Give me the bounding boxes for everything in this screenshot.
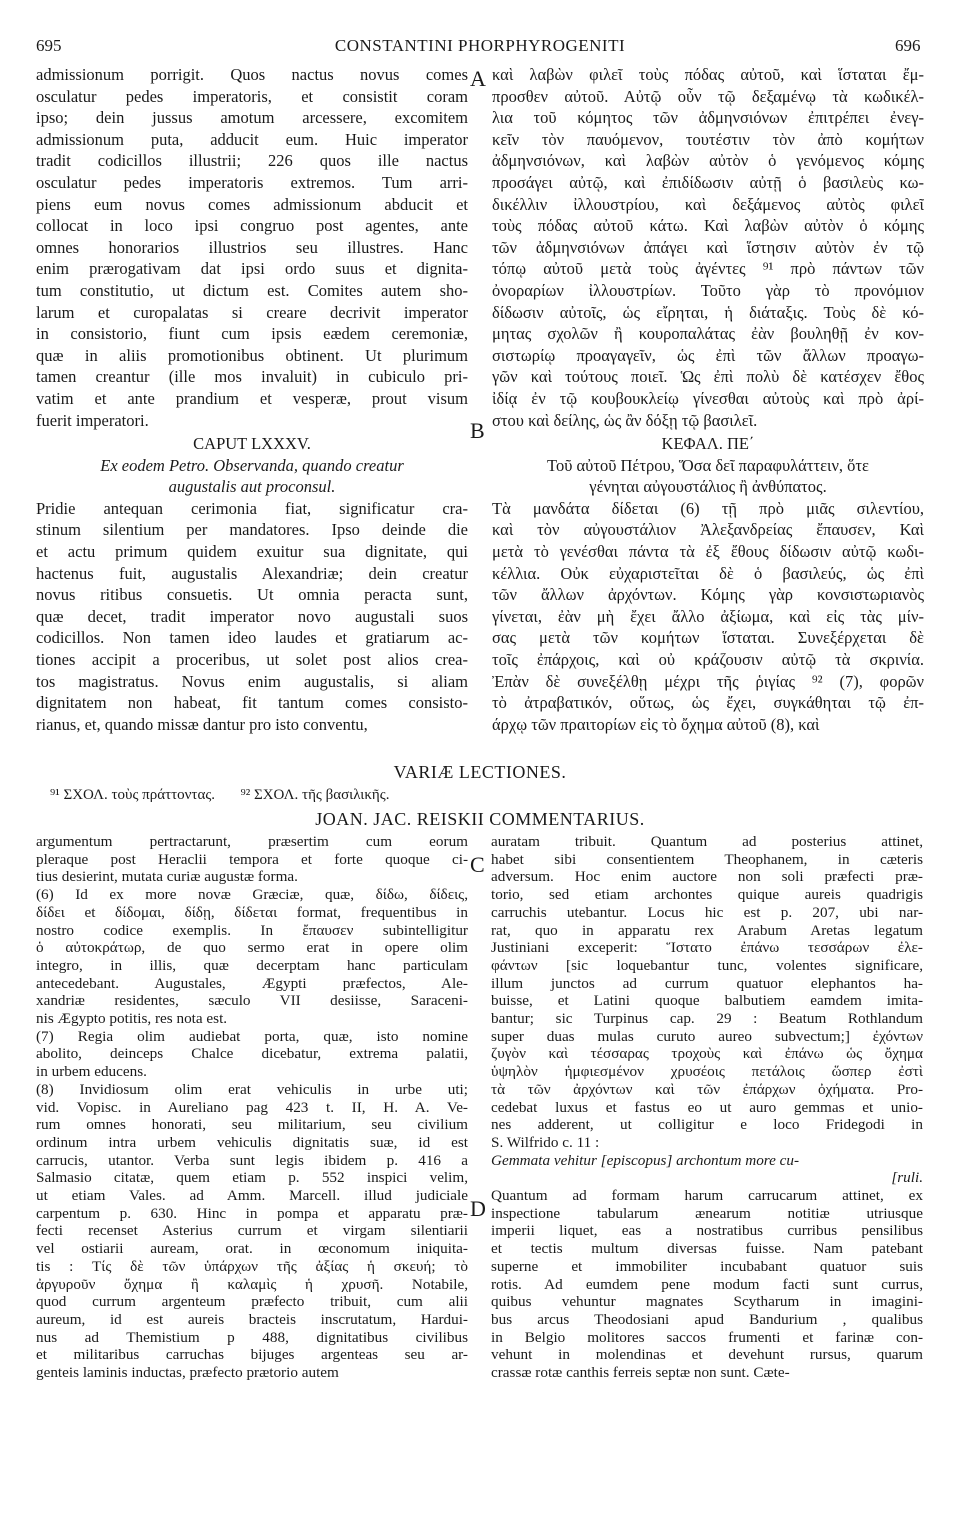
- text-line: tamen creantur (ille mos invaluit) in cubiculo pri-: [36, 367, 468, 387]
- text-line: τόπῳ αὐτοῦ μετὰ τοὺς ἀγέντες ⁹¹ πρὸ πάντων τῶν: [492, 259, 924, 279]
- text-line: stinum silentium per mandatores. Ipso deinde die: [36, 520, 468, 540]
- text-line: tos magistratus. Novus enim augustalis, si aliam: [36, 671, 468, 691]
- text-line: collocat in loco ipsi congruo post agentes, ante: [36, 216, 468, 236]
- commentary-line: ὁ αὐτοκράτωρ, de quo sermo erat in opere olim: [36, 939, 468, 957]
- text-line: μητας σχολῶν ἢ κουροπαλάτας ἐὰν βουληθῇ ἐν κον-: [492, 324, 924, 344]
- commentary-line: quibus vehuntur magnates Scytharum in imagini-: [491, 1293, 923, 1311]
- text-line: Τὰ μανδάτα δίδεται (6) τῇ πρὸ μιᾶς σιλεντίου,: [492, 498, 924, 518]
- page-number-left: 695: [36, 36, 62, 55]
- commentary-line: nostro codice exemplis. In ἔπαυσεν subintelligitur: [36, 921, 468, 939]
- commentary-line: nus ad Themistium p 488, dignitatibus civilibus: [36, 1328, 468, 1346]
- text-line: σας μετὰ τῶν κομήτων ἵσταται. Συνεξέρχεται δὲ: [492, 628, 924, 648]
- text-line: τοὺς πόδας αὐτοῦ κάτω. Καὶ λαβὼν αὐτὸν ὁ κόμης: [492, 216, 924, 236]
- commentary-line: aureum, id est aureis bracteis inscrutatum, Hardui-: [36, 1310, 468, 1328]
- commentary-line: (6) Id ex more novæ Græciæ, quæ, δίδω, δίδεις,: [36, 886, 468, 904]
- text-line: in consistorio, fiunt cum ipsis eædem ceremoniæ,: [36, 324, 468, 344]
- commentary-line: bus arcus Theodosiani apud Bandurium , qualibus: [491, 1310, 923, 1328]
- text-line: ὀνοραρίων ἰλλουστρίων. Τοῦτο γὰρ τὸ προνόμιον: [492, 280, 924, 300]
- text-line: άρχῳ τῶν πραιτορίων εἰς τὸ ὄχημα αὐτοῦ (8), καὶ: [492, 714, 820, 734]
- commentary-line: in urbem educens.: [36, 1063, 147, 1081]
- commentary-line: carruchis utebantur. Locus hic est p. 207, ubi nar-: [491, 903, 923, 921]
- text-line: καὶ τὸν αὐγουστάλιον Ἀλεξανδρείας ἔπαυσεν, Καὶ: [492, 520, 924, 540]
- text-line: καὶ λαβὼν φιλεῖ τοὺς πόδας αὐτοῦ, καὶ ἵσταται ἔμ-: [492, 65, 924, 84]
- text-line: σιστωρίῳ προαγαγεῖν, ὡς ἐπὶ τῶν ἄλλων προαγω-: [492, 345, 924, 365]
- commentary-line: ordinum intra urbem vehiculis dignitatis suæ, id est: [36, 1133, 468, 1151]
- commentary-line: in Belgio molitores saccos frumenti et farinæ con-: [491, 1328, 923, 1346]
- greek-column: [492, 64, 924, 735]
- commentary-line: xandriæ residentes, sæculo VII desiisse, Saraceni-: [36, 992, 468, 1010]
- text-line: et actu primum quidem exuitur sua dignitate, qui: [36, 542, 468, 562]
- commentary-line: rum omnes honorati, seu militarium, seu civilium: [36, 1116, 468, 1134]
- text-line: admissionum puta, adducit eum. Huic imperator: [36, 129, 468, 149]
- margin-letter-a: A: [470, 66, 486, 91]
- latin-body-block: [36, 498, 468, 736]
- commentary-heading: JOAN. JAC. REISKII COMMENTARIUS.: [315, 809, 645, 829]
- commentary-line: auratam tribuit. Quantum ad posterius attinet,: [491, 833, 923, 850]
- commentary-line: Justiniani exceperit: Ἵστατο ἐπάνω τεσσάρων ἐλε-: [491, 939, 923, 957]
- text-line: Pridie antequan cerimonia fiat, significatur cra-: [36, 498, 468, 518]
- commentary-line: nis Ægypto potitis, res nota est.: [36, 1010, 228, 1028]
- commentary-line: ὑψηλὸν ἡμφιεσμένον χρυσέοις πετάλοις ὥσπερ ἐστὶ: [491, 1063, 923, 1081]
- commentary-line: rotis. Ad eumdem pene modum facti sunt currus,: [491, 1275, 923, 1293]
- text-line: tiones accipit a proceribus, ut solet post alios crea-: [36, 650, 468, 670]
- text-line: quæ in aliis promotionibus obtinent. Ut plurimum: [36, 345, 468, 365]
- commentary-line: τὰ τῶν ἀρχόντων καὶ τῶν ἐπάρχων ὀχήματα. Pro-: [491, 1080, 923, 1098]
- commentary-line: quod currum argenteum præfecto tribuit, cum alii: [36, 1293, 468, 1311]
- text-line: quæ decet, tradit imperator novo augustali suos: [36, 606, 468, 626]
- commentary-line: (8) Invidiosum olim erat vehiculis in urbe uti;: [36, 1080, 468, 1098]
- commentary-line: antecedebant. Augustales, Ægypti præfectos, Ale-: [36, 974, 468, 992]
- variant-note-91: ⁹¹ ΣΧΟΛ. τοὺς πράττοντας.: [50, 787, 216, 803]
- text-line: προσθεν αὐτοῦ. Αὐτῷ οὖν τῷ δεξαμένῳ τὰ κωδικέλ-: [492, 86, 924, 106]
- variant-note-92: ⁹² ΣΧΟΛ. τῆς βασιλικῆς.: [240, 787, 390, 803]
- text-line: codicillos. Non tamen ideo laudes et gratiarum ac-: [36, 628, 468, 648]
- commentary-line: tis : Τίς δὲ τῶν ὑπάρχων τῆς ἀξίας ἡ σκευή; τὸ: [36, 1257, 468, 1275]
- commentary-line: carrucis, utantor. Verba sunt legis ibidem p. 416 a: [36, 1151, 468, 1169]
- commentary-line: δίδει et δίδομαι, δίδῃ, δίδεται format, frequentibus in: [36, 903, 468, 921]
- variae-lectiones-heading: VARIÆ LECTIONES.: [393, 762, 567, 782]
- latin-caput-subtitle-1: Ex eodem Petro. Observanda, quando creatur: [100, 455, 404, 475]
- text-line: γίνεται, ἐὰν μὴ ἔχει ἄλλο ἀξίωμα, καὶ εἰς τὰς μίν-: [492, 606, 924, 626]
- latin-caput-subtitle-2: augustalis aut proconsul.: [168, 477, 336, 497]
- commentary-line: bantur; sic Turpinus cap. 29 : Beatum Rothlandum: [491, 1010, 923, 1028]
- commentary-line: buisse, et Latini quoque balbutiem eamdem imita-: [491, 992, 923, 1010]
- commentary-line: et tectis multum diversas fuisse. Nam patebant: [491, 1240, 923, 1258]
- text-line: rianus, et, quando missæ dantur pro isto conventu,: [36, 714, 368, 734]
- text-line: dignitatem non habeat, fit tantum comes consisto-: [36, 693, 468, 713]
- commentary-line: torio, sed etiam archontes quique aureis quadrigis: [491, 886, 923, 904]
- text-line: tum constitutio, ut dictum est. Comites autem sho-: [36, 280, 468, 300]
- text-line: μετὰ τὸ γενέσθαι πάντα τὰ ἐξ ἔθους δίδωσιν αὐτῷ κωδι-: [492, 542, 924, 562]
- commentary-line: pleraque post Heraclii tempora et forte quoque ci-: [36, 850, 468, 868]
- text-line: ἀδμηνσιόνων, καὶ λαβὼν αὐτὸν ὁ γενόμενος κόμης: [492, 151, 924, 171]
- text-line: προσάγει αὐτῷ, καὶ ἐπιδίδωσιν αὐτῇ ὁ βασιλεὺς κω-: [492, 172, 924, 192]
- commentary-line: imperii liquet, eas a nostratibus curribus pensilibus: [491, 1222, 923, 1240]
- greek-caput-subtitle-2: γένηται αὐγουστάλιος ἢ ἀνθύπατος.: [589, 477, 827, 497]
- latin-column: [36, 64, 468, 735]
- text-line: tradit codicillos illustrii; 226 quos ille nactus: [36, 151, 468, 171]
- commentary-line: ἀργυροῦν ὄχημα ἢ καλαμὶς ἡ χρυσῆ. Notabile,: [36, 1275, 468, 1293]
- text-line: γῶν καὶ τούτους ποιεῖ. Ὡς ἐπὶ πολὺ δὲ κατέσχεν ἔθος: [492, 367, 924, 387]
- text-line: ἰδίᾳ ἐν τῷ κουβουκλείῳ γίνεσθαι αὐτοὺς καὶ πρὸ ἀρί-: [492, 388, 924, 408]
- greek-text-block: [492, 64, 924, 431]
- commentary-line: Salmasio citatæ, quem etiam p. 552 inspici velim,: [36, 1169, 468, 1187]
- text-line: piens eum novus comes admissionum abducit et: [36, 194, 468, 214]
- commentary-line: abolito, deinceps Chalce dicebatur, extrema palatii,: [36, 1045, 468, 1063]
- margin-letter-c: C: [470, 852, 485, 877]
- latin-caput-heading: CAPUT LXXXV.: [193, 434, 311, 454]
- commentary-line: rat, quo in apparatu rex Arabum Aretas legatum: [491, 921, 923, 939]
- commentary-line: Gemmata vehitur [episcopus] archontum more cu-: [491, 1151, 800, 1169]
- text-line: larum et curopalatas si creare decrivit imperator: [36, 302, 468, 322]
- greek-body-block: [492, 498, 924, 736]
- text-line: hactenus fuit, augustalis Alexandriæ; dein creatur: [36, 563, 468, 583]
- text-line: fuerit imperatori.: [36, 410, 149, 430]
- latin-text-block: [36, 64, 468, 431]
- commentary-line: S. Wilfrido c. 11 :: [491, 1133, 600, 1151]
- commentary-line: vel ostiarii auream, orat. in œconomum iniquita-: [36, 1240, 468, 1258]
- text-line: admissionum porrigit. Quos nactus novus comes: [36, 65, 468, 84]
- text-line: enim prærogativam dat ipsi ordo suus et dignita-: [36, 259, 468, 279]
- text-line: τοῖς ἐπάρχοις, καὶ οὐ κράζουσιν αὐτῷ τὰ σκρινία.: [492, 650, 924, 670]
- text-line: novus ritibus consuetis. Ut omnia peracta sunt,: [36, 585, 468, 605]
- commentary-left-column: [36, 833, 468, 1382]
- text-line: λια τοῦ κόμητος τῶν ἀδμηνσιόνων ἐπιτρέπει ἐνεγ-: [492, 108, 924, 128]
- text-line: omnes honorarios illustrios seu illustres. Hanc: [36, 237, 468, 257]
- margin-letter-d: D: [470, 1196, 486, 1221]
- commentary-line: fecti recenset Asterius currum et virgam silentiarii: [36, 1222, 468, 1240]
- page-number-right: 696: [895, 36, 921, 55]
- commentary-line: integro, in illis, quæ decerptam hanc particulam: [36, 956, 468, 974]
- commentary-line: (7) Regia olim audiebat porta, quæ, isto nomine: [36, 1027, 468, 1045]
- text-line: vatim et ante prandium et vesperæ, prout visum: [36, 388, 468, 408]
- commentary-line: superne et immobiliter incubabant quatuor suis: [491, 1257, 923, 1275]
- commentary-line: Quantum ad formam harum carrucarum attinet, ex: [491, 1187, 923, 1205]
- text-line: κεῖν τὸν παυόμενον, τουτέστιν τὸν ἀπὸ κομήτων: [492, 129, 924, 149]
- commentary-line: ut etiam Vales. ad Amm. Marcell. illud judiciale: [36, 1187, 468, 1205]
- text-line: τὸ ἀτραβατικόν, οὕτως, ὡς ἔχει, συγκάθηται τῷ ἐπ-: [492, 693, 924, 713]
- text-line: δικέλλιν ἰλλουστρίου, καὶ δεξάμενος αὐτὸς φιλεῖ: [492, 194, 924, 214]
- variae-notes: [50, 787, 389, 804]
- text-line: osculatur pedes imperatoris, et consistit coram: [36, 86, 468, 106]
- commentary-line: super duas mulas curuto aureo subvectum;] ἐχόντων: [491, 1027, 923, 1045]
- commentary-line: inspectione tabularum æneаrum notitiæ utriusque: [491, 1204, 923, 1222]
- commentary-line: ζυγὸν καὶ τέσσαρας τροχοὺς καὶ ἐπάνω ὡς ὄχημα: [491, 1045, 923, 1063]
- commentary-line: tius desierint, mutata curiæ augustæ forma.: [36, 868, 298, 886]
- commentary-line: habet sibi consentientem Theophanem, in cæteris: [491, 850, 923, 868]
- commentary-line: adversum. Hoc enim auctore non soli præfecti præ-: [491, 868, 923, 886]
- commentary-line: vid. Vopisc. in Aureliano pag 423 t. II, H. A. Ve-: [36, 1098, 468, 1116]
- text-line: δίδωσιν αὐτοῖς, ὡς εἴρηται, ἡ διάταξις. Τοὺς δὲ κό-: [492, 302, 924, 322]
- text-line: κέλλια. Οὐκ εὐχαριστεῖται δὲ ὁ βασιλεύς, ὡς ἐπὶ: [492, 563, 924, 583]
- commentary-right-column: [491, 833, 923, 1382]
- greek-caput-heading: ΚΕΦΑΛ. ΠΕ΄: [661, 434, 755, 454]
- text-line: στου καὶ δείλης, ὡς ἂν δόξῃ τῷ βασιλεῖ.: [492, 410, 758, 430]
- margin-letter-b: B: [470, 418, 485, 443]
- text-line: Ἐπὰν δὲ συνεξέλθῃ μέχρι τῆς ῥιγίας ⁹² (7), φορῶν: [492, 671, 924, 691]
- text-line: τῶν ἄλλων ἀρχόντων. Κόμης γὰρ κονσιστωριανὸς: [492, 585, 924, 605]
- commentary-line: cedebat luxus et fastus eo ut auro gemmas et unio-: [491, 1098, 923, 1116]
- commentary-line: φάντων [sic loquebantur tunc, volentes significare,: [491, 956, 923, 974]
- commentary-line: illum junctos ad currum quatuor elephantos ha-: [491, 974, 923, 992]
- commentary-line: argumentum pertractarunt, præsertim cum eorum: [36, 833, 468, 850]
- text-line: ipso; dein jussus amotum arcessere, excomitem: [36, 108, 468, 128]
- text-line: τῶν ἀδμηνσιόνων ἀπάγει καὶ ἵστησιν αὐτὸν ἐν τῷ: [492, 237, 924, 257]
- commentary-line: genteis laminis inductas, præfecto prætorio autem: [36, 1364, 339, 1382]
- commentary-line: vehunt in molendinas et devehunt rursus, quarum: [491, 1346, 923, 1364]
- running-title: CONSTANTINI PHORPHYROGENITI: [334, 36, 626, 55]
- commentary-line: carpentum p. 630. Hinc in pompa et apparatu præ-: [36, 1204, 468, 1222]
- commentary-line: nes adderent, ut colligitur e loco Fridegodi in: [491, 1116, 923, 1134]
- greek-caput-subtitle-1: Τοῦ αὐτοῦ Πέτρου, Ὅσα δεῖ παραφυλάττειν, ὅτε: [547, 455, 869, 475]
- commentary-line: [ruli.: [891, 1169, 923, 1187]
- commentary-line: et militaribus carruchas bijuges argenteas seu ar-: [36, 1346, 468, 1364]
- commentary-line: crassæ rotæ canthis ferreis septæ non sunt. Cæte-: [491, 1364, 790, 1382]
- text-line: osculatur pedes imperatoris extremos. Tum arri-: [36, 172, 468, 192]
